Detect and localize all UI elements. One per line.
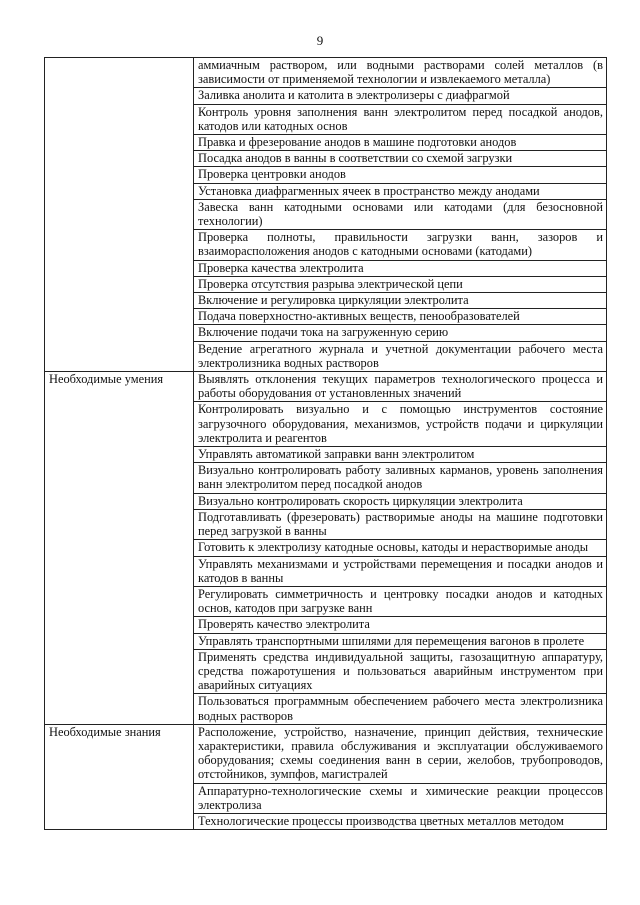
requirement-item: Правка и фрезерование анодов в машине подготовки анодов [194,135,607,151]
requirements-table [44,57,607,830]
requirement-item: Заливка анолита и католита в электролизеры с диафрагмой [194,88,607,104]
requirement-item: Визуально контролировать скорость циркуляции электролита [194,493,607,509]
requirement-item: Контроль уровня заполнения ванн электролитом перед посадкой анодов, катодов или катодных основ [194,104,607,134]
section-heading: Необходимые умения [45,372,194,725]
requirement-item: Проверка центровки анодов [194,167,607,183]
section-heading [45,58,194,372]
table-row [45,372,607,402]
requirement-item: Готовить к электролизу катодные основы, катоды и нерастворимые аноды [194,540,607,556]
requirement-item: Аппаратурно-технологические схемы и химические реакции процессов электролиза [194,783,607,813]
requirement-item: Ведение агрегатного журнала и учетной документации рабочего места электролизника водных растворов [194,341,607,371]
requirement-item: Расположение, устройство, назначение, принцип действия, технические характеристики, правила обслуживания и эксплуатации обслуживаемого оборудования; схемы соединения ванн в серии, желобов, трубопроводов, отстойников, зумпфов, магистралей [194,724,607,783]
requirement-item: Пользоваться программным обеспечением рабочего места электролизника водных растворов [194,694,607,724]
requirement-item: Управлять транспортными шпилями для перемещения вагонов в пролете [194,633,607,649]
requirement-item: аммиачным раствором, или водными растворами солей металлов (в зависимости от применяемой технологии и извлекаемого металла) [194,58,607,88]
requirement-item: Включение и регулировка циркуляции электролита [194,293,607,309]
table-row [45,724,607,783]
requirement-item: Установка диафрагменных ячеек в пространство между анодами [194,183,607,199]
requirement-item: Визуально контролировать работу заливных карманов, уровень заполнения ванн электролитом перед посадкой анодов [194,463,607,493]
requirement-item: Посадка анодов в ванны в соответствии со схемой загрузки [194,151,607,167]
requirement-item: Регулировать симметричность и центровку посадки анодов и катодных основ, катодов при загрузке ванн [194,586,607,616]
requirement-item: Управлять механизмами и устройствами перемещения и посадки анодов и катодов в ванны [194,556,607,586]
requirement-item: Проверять качество электролита [194,617,607,633]
requirement-item: Проверка полноты, правильности загрузки ванн, зазоров и взаиморасположения анодов с катодными основами (катодами) [194,230,607,260]
table-row [45,58,607,88]
requirement-item: Технологические процессы производства цветных металлов методом [194,813,607,829]
page-number: 9 [316,33,324,48]
requirement-item: Выявлять отклонения текущих параметров технологического процесса и работы оборудования от установленных значений [194,372,607,402]
requirement-item: Проверка отсутствия разрыва электрической цепи [194,276,607,292]
requirement-item: Завеска ванн катодными основами или катодами (для безосновной технологии) [194,199,607,229]
requirement-item: Проверка качества электролита [194,260,607,276]
requirement-item: Контролировать визуально и с помощью инструментов состояние загрузочного оборудования, механизмов, устройств подачи и циркуляции электролита и реагентов [194,402,607,447]
requirement-item: Применять средства индивидуальной защиты, газозащитную аппаратуру, средства пожаротушения и пользоваться аварийным инструментом при аварийных ситуациях [194,649,607,694]
requirement-item: Подача поверхностно-активных веществ, пенообразователей [194,309,607,325]
requirement-item: Управлять автоматикой заправки ванн электролитом [194,447,607,463]
requirement-item: Подготавливать (фрезеровать) растворимые аноды на машине подготовки перед загрузкой в ванны [194,509,607,539]
requirement-item: Включение подачи тока на загруженную серию [194,325,607,341]
section-heading: Необходимые знания [45,724,194,829]
